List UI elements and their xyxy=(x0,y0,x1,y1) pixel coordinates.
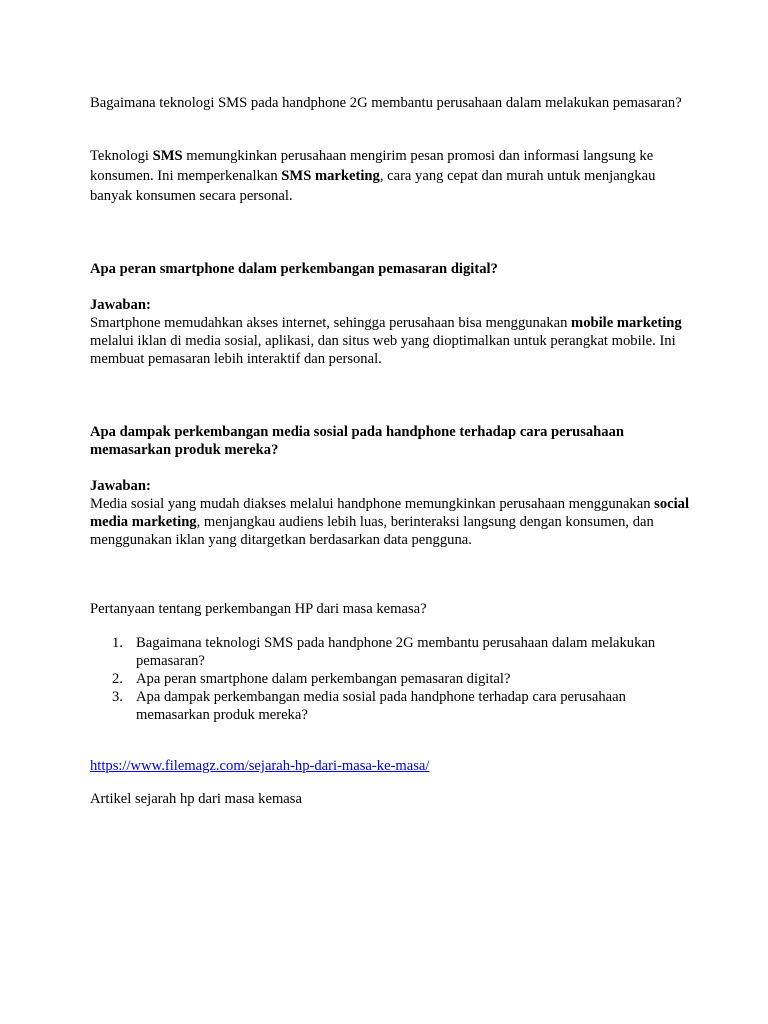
question-3-text: Apa dampak perkembangan media sosial pada handphone terhadap cara perusahaan memasarkan produk mereka? xyxy=(90,424,625,458)
questions-list xyxy=(90,634,690,724)
questions-heading: Pertanyaan tentang perkembangan HP dari masa kemasa? xyxy=(90,601,427,617)
answer-1-text-b: memungkinkan perusahaan mengirim pesan promosi dan informasi langsung ke konsumen. Ini memperkenalkan xyxy=(90,148,654,184)
question-1-text: Bagaimana teknologi SMS pada handphone 2G membantu perusahaan dalam melakukan pemasaran? xyxy=(90,95,682,111)
answer-1-bold-sms-marketing: SMS marketing xyxy=(281,168,380,184)
answer-2-label xyxy=(90,296,690,314)
answer-2-text-a: Smartphone memudahkan akses internet, sehingga perusahaan bisa menggunakan xyxy=(90,315,572,331)
answer-1-text-a: Teknologi xyxy=(90,148,153,164)
list-item-number: 2. xyxy=(112,671,123,687)
answer-1-paragraph xyxy=(90,146,690,206)
list-item xyxy=(90,688,690,724)
answer-1-bold-sms: SMS xyxy=(152,148,183,164)
answer-3-label-text: Jawaban: xyxy=(90,478,151,494)
list-item-text: Bagaimana teknologi SMS pada handphone 2G membantu perusahaan dalam melakukan pemasaran? xyxy=(136,635,656,669)
question-3-heading xyxy=(90,423,690,459)
question-2-text: Apa peran smartphone dalam perkembangan pemasaran digital? xyxy=(90,261,498,277)
answer-2-text-b: melalui iklan di media sosial, aplikasi, dan situs web yang dioptimalkan untuk perangkat mobile. Ini membuat pemasaran lebih interaktif dan personal. xyxy=(90,333,676,367)
source-link-paragraph xyxy=(90,756,690,776)
answer-2-bold-mobile-marketing: mobile marketing xyxy=(571,315,682,331)
list-item xyxy=(90,634,690,670)
answer-3-label xyxy=(90,477,690,495)
article-caption: Artikel sejarah hp dari masa kemasa xyxy=(90,791,302,807)
answer-1-text-c: , cara yang cepat dan murah untuk menjangkau banyak konsumen secara personal. xyxy=(90,168,656,204)
list-item-text: Apa dampak perkembangan media sosial pada handphone terhadap cara perusahaan memasarkan produk mereka? xyxy=(136,689,626,723)
list-item-number: 1. xyxy=(112,635,123,651)
source-link[interactable]: https://www.filemagz.com/sejarah-hp-dari-masa-ke-masa/ xyxy=(90,758,430,774)
answer-3-text-b: , menjangkau audiens lebih luas, berinteraksi langsung dengan konsumen, dan menggunakan iklan yang ditargetkan berdasarkan data pengguna. xyxy=(90,514,654,548)
question-2-heading xyxy=(90,259,690,279)
answer-3-bold-social-media-marketing: social media marketing xyxy=(90,496,690,530)
list-item-number: 3. xyxy=(112,689,123,705)
answer-3-text-a: Media sosial yang mudah diakses melalui handphone memungkinkan perusahaan menggunakan xyxy=(90,496,655,512)
answer-2-label-text: Jawaban: xyxy=(90,297,151,313)
list-item xyxy=(90,670,690,688)
list-item-text: Apa peran smartphone dalam perkembangan pemasaran digital? xyxy=(136,671,511,687)
answer-2-paragraph xyxy=(90,314,690,368)
answer-3-paragraph xyxy=(90,495,690,549)
